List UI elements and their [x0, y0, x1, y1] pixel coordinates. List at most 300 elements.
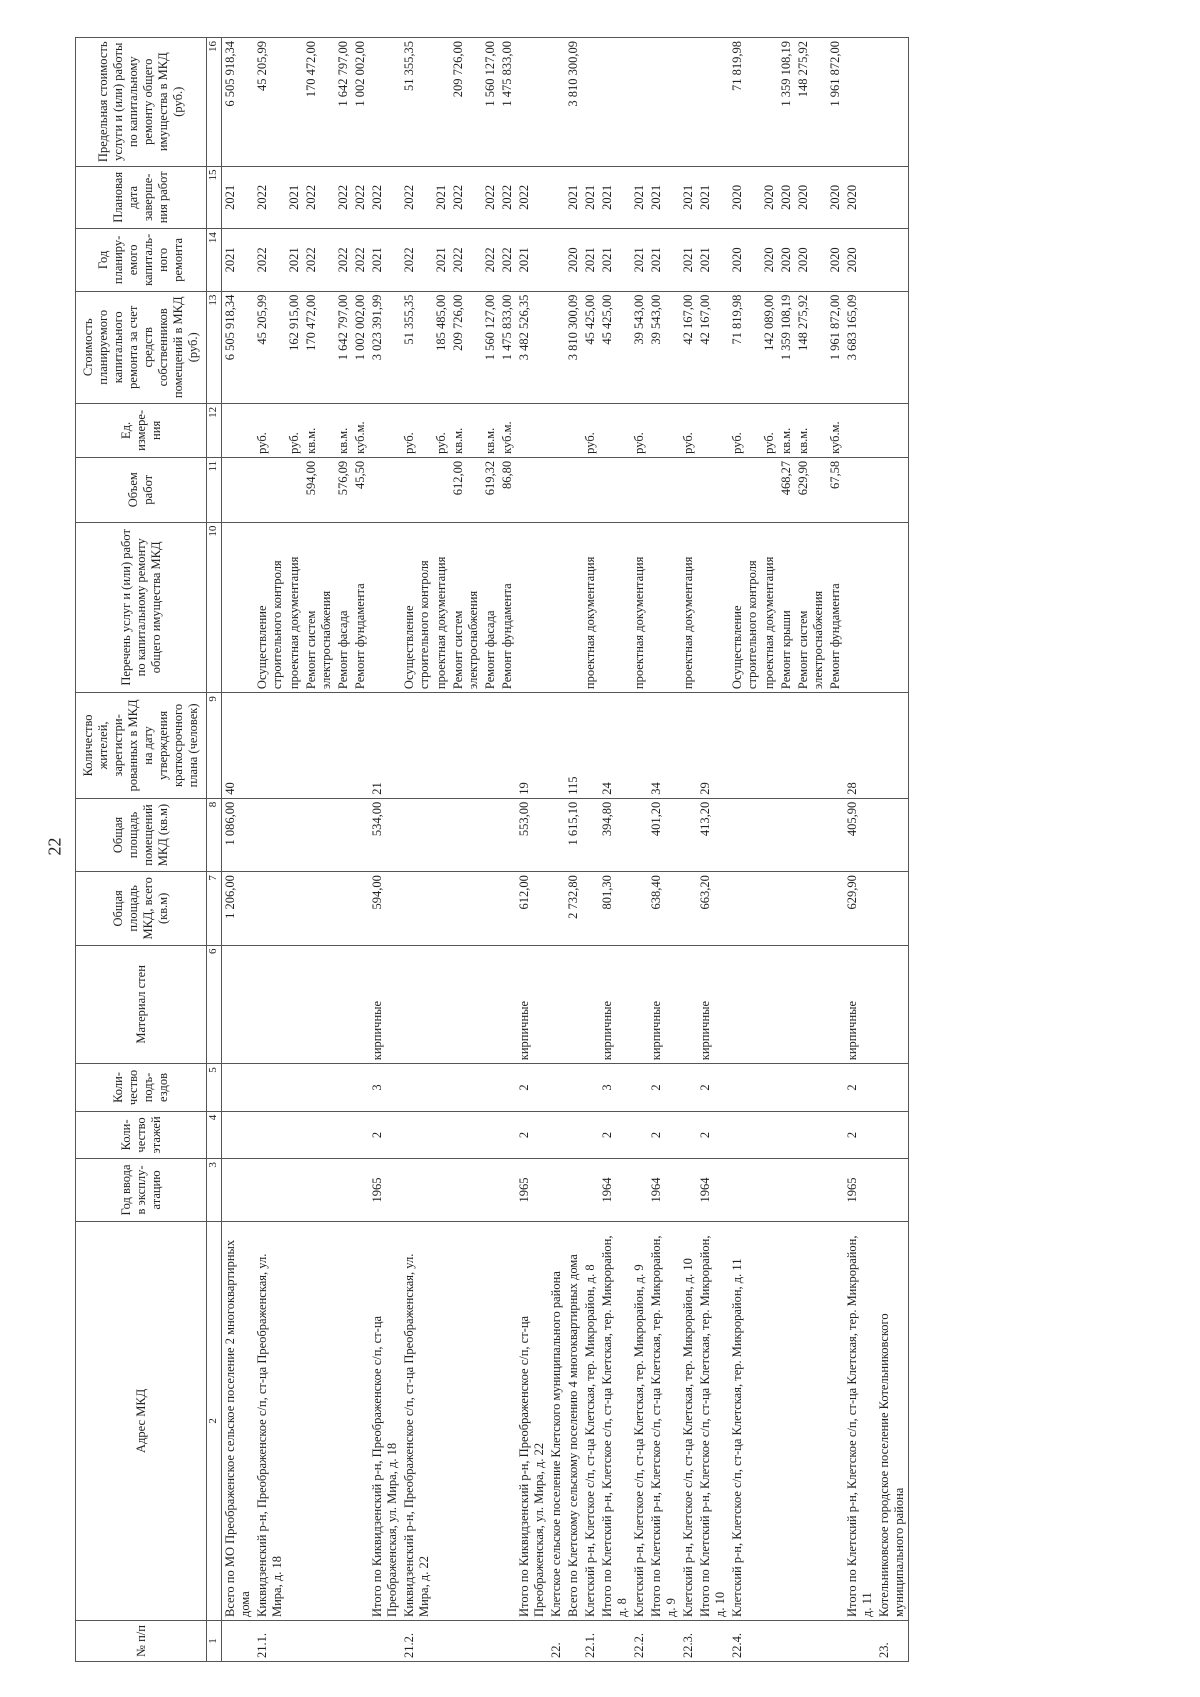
planned-cost-cell: 185 485,00 [433, 291, 450, 403]
residents-cell [254, 693, 286, 799]
planned-year-cell: 2022 [352, 229, 369, 292]
entrances-cell [335, 1064, 352, 1111]
work-type-cell: проектная документация [631, 522, 648, 692]
wall-material-cell [548, 945, 565, 1064]
header-cell: Объем работ [76, 457, 207, 522]
table-row [516, 38, 548, 1662]
unit-cell: кв.м. [450, 403, 482, 457]
row-number [352, 1621, 369, 1662]
entrances-cell [222, 1064, 255, 1111]
table-row [795, 38, 827, 1662]
planned-cost-cell [548, 291, 565, 403]
premises-area-cell [433, 798, 450, 871]
floors-cell [876, 1111, 909, 1158]
row-number [599, 1621, 631, 1662]
premises-area-cell [401, 798, 433, 871]
header-cell: Коли-чество подъ-ездов [76, 1064, 207, 1111]
table-row [844, 38, 876, 1662]
planned-year-cell: 2022 [303, 229, 335, 292]
header-cell: Предельная стоимость услуги и (или) работы по капитальному ремонту общего имущества в МКД (руб.) [76, 38, 207, 167]
premises-area-cell [303, 798, 335, 871]
row-number [565, 1621, 582, 1662]
completion-date-cell: 2021 [286, 166, 303, 229]
year-built-cell [631, 1159, 648, 1222]
unit-cell [516, 403, 548, 457]
planned-cost-cell: 71 819,98 [729, 291, 761, 403]
address-cell [286, 1221, 303, 1620]
premises-area-cell [795, 798, 827, 871]
wall-material-cell [401, 945, 433, 1064]
max-cost-cell [844, 38, 876, 167]
total-area-cell [795, 872, 827, 945]
address-cell: Итого по Клетский р-н, Клетское с/п, ст-ца Клетская, тер. Микрорайон, д. 9 [648, 1221, 680, 1620]
entrances-cell [631, 1064, 648, 1111]
unit-cell: кв.м. [303, 403, 335, 457]
table-row [499, 38, 516, 1662]
wall-material-cell [761, 945, 778, 1064]
planned-year-cell: 2020 [729, 229, 761, 292]
entrances-cell: 2 [516, 1064, 548, 1111]
table-row [876, 38, 909, 1662]
premises-area-cell: 405,90 [844, 798, 876, 871]
planned-cost-cell: 6 505 918,34 [222, 291, 255, 403]
floors-cell [761, 1111, 778, 1158]
planned-year-cell: 2021 [697, 229, 729, 292]
unit-cell [222, 403, 255, 457]
header-cell: Перечень услуг и (или) работ по капитальному ремонту общего имущества МКД [76, 522, 207, 692]
residents-cell [450, 693, 482, 799]
planned-year-cell: 2022 [450, 229, 482, 292]
entrances-cell: 2 [648, 1064, 680, 1111]
max-cost-cell [516, 38, 548, 167]
work-type-cell [565, 522, 582, 692]
address-cell: Киквидзенский р-н, Преображенское с/п, ст-ца Преображенская, ул. Мира, д. 18 [254, 1221, 286, 1620]
residents-cell [482, 693, 499, 799]
premises-area-cell: 394,80 [599, 798, 631, 871]
work-type-cell [697, 522, 729, 692]
entrances-cell [254, 1064, 286, 1111]
entrances-cell [352, 1064, 369, 1111]
column-number: 13 [207, 291, 222, 403]
planned-year-cell: 2020 [844, 229, 876, 292]
premises-area-cell [254, 798, 286, 871]
planned-year-cell: 2021 [516, 229, 548, 292]
unit-cell [599, 403, 631, 457]
table-row [631, 38, 648, 1662]
wall-material-cell: кирпичные [648, 945, 680, 1064]
work-volume-cell: 576,09 [335, 457, 352, 522]
work-volume-cell: 629,90 [795, 457, 827, 522]
residents-cell: 115 [565, 693, 582, 799]
completion-date-cell: 2021 [631, 166, 648, 229]
entrances-cell [499, 1064, 516, 1111]
premises-area-cell [450, 798, 482, 871]
year-built-cell [433, 1159, 450, 1222]
floors-cell [433, 1111, 450, 1158]
address-cell: Клетский р-н, Клетское с/п, ст-ца Клетская, тер. Микрорайон, д. 8 [582, 1221, 599, 1620]
row-number: 21.1. [254, 1621, 286, 1662]
planned-year-cell: 2022 [335, 229, 352, 292]
entrances-cell [761, 1064, 778, 1111]
column-number: 5 [207, 1064, 222, 1111]
residents-cell [729, 693, 761, 799]
unit-cell [697, 403, 729, 457]
wall-material-cell [303, 945, 335, 1064]
premises-area-cell [761, 798, 778, 871]
planned-cost-cell: 45 205,99 [254, 291, 286, 403]
floors-cell [499, 1111, 516, 1158]
table-row [286, 38, 303, 1662]
max-cost-cell: 1 359 108,19 [778, 38, 795, 167]
planned-year-cell [876, 229, 909, 292]
unit-cell [844, 403, 876, 457]
max-cost-cell: 1 642 797,00 [335, 38, 352, 167]
address-cell: Клетское сельское поселение Клетского муниципального района [548, 1221, 565, 1620]
column-number: 3 [207, 1159, 222, 1222]
year-built-cell [761, 1159, 778, 1222]
max-cost-cell: 51 355,35 [401, 38, 433, 167]
premises-area-cell [499, 798, 516, 871]
header-cell: Количество жителей, зарегистри-рованных в МКД на дату утверждения краткосрочного плана (человек) [76, 693, 207, 799]
address-cell: Итого по Клетский р-н, Клетское с/п, ст-ца Клетская, тер. Микрорайон, д. 10 [697, 1221, 729, 1620]
column-number: 7 [207, 872, 222, 945]
unit-cell: руб. [582, 403, 599, 457]
work-type-cell: Ремонт фасада [482, 522, 499, 692]
work-volume-cell [565, 457, 582, 522]
address-cell [482, 1221, 499, 1620]
completion-date-cell: 2020 [844, 166, 876, 229]
column-number: 6 [207, 945, 222, 1064]
year-built-cell [499, 1159, 516, 1222]
header-cell: Стоимость планируемого капитального ремонта за счет средств собственников помещений в МКД (руб.) [76, 291, 207, 403]
work-volume-cell [729, 457, 761, 522]
year-built-cell [827, 1159, 844, 1222]
residents-cell [286, 693, 303, 799]
header-cell: Год планиру-емого капиталь-ного ремонта [76, 229, 207, 292]
premises-area-cell [778, 798, 795, 871]
completion-date-cell: 2021 [680, 166, 697, 229]
completion-date-cell [876, 166, 909, 229]
planned-cost-cell: 1 359 108,19 [778, 291, 795, 403]
unit-cell: руб. [761, 403, 778, 457]
work-type-cell: проектная документация [286, 522, 303, 692]
max-cost-cell [582, 38, 599, 167]
address-cell: Клетский р-н, Клетское с/п, ст-ца Клетская, тер. Микрорайон, д. 9 [631, 1221, 648, 1620]
floors-cell [286, 1111, 303, 1158]
address-cell: Клетский р-н, Клетское с/п, ст-ца Клетская, тер. Микрорайон, д. 10 [680, 1221, 697, 1620]
residents-cell: 24 [599, 693, 631, 799]
column-number: 4 [207, 1111, 222, 1158]
work-volume-cell [222, 457, 255, 522]
column-number: 11 [207, 457, 222, 522]
year-built-cell [795, 1159, 827, 1222]
work-volume-cell [844, 457, 876, 522]
completion-date-cell: 2022 [303, 166, 335, 229]
year-built-cell [482, 1159, 499, 1222]
residents-cell [680, 693, 697, 799]
entrances-cell: 2 [697, 1064, 729, 1111]
work-type-cell [844, 522, 876, 692]
total-area-cell [401, 872, 433, 945]
residents-cell [433, 693, 450, 799]
entrances-cell [303, 1064, 335, 1111]
completion-date-cell: 2021 [565, 166, 582, 229]
max-cost-cell: 3 810 300,09 [565, 38, 582, 167]
row-number [499, 1621, 516, 1662]
total-area-cell [352, 872, 369, 945]
wall-material-cell [778, 945, 795, 1064]
total-area-cell: 1 206,00 [222, 872, 255, 945]
floors-cell [482, 1111, 499, 1158]
residents-cell: 40 [222, 693, 255, 799]
address-cell: Киквидзенский р-н, Преображенское с/п, ст-ца Преображенская, ул. Мира, д. 22 [401, 1221, 433, 1620]
premises-area-cell [680, 798, 697, 871]
unit-cell: руб. [729, 403, 761, 457]
planned-year-cell: 2020 [565, 229, 582, 292]
premises-area-cell [482, 798, 499, 871]
planned-cost-cell: 45 425,00 [582, 291, 599, 403]
wall-material-cell [433, 945, 450, 1064]
residents-cell: 29 [697, 693, 729, 799]
table-row [222, 38, 255, 1662]
work-volume-cell [631, 457, 648, 522]
year-built-cell [335, 1159, 352, 1222]
column-number: 15 [207, 166, 222, 229]
work-volume-cell [286, 457, 303, 522]
planned-year-cell [548, 229, 565, 292]
residents-cell: 34 [648, 693, 680, 799]
max-cost-cell [369, 38, 401, 167]
completion-date-cell: 2022 [482, 166, 499, 229]
residents-cell [827, 693, 844, 799]
entrances-cell: 3 [599, 1064, 631, 1111]
total-area-cell [761, 872, 778, 945]
entrances-cell [680, 1064, 697, 1111]
work-type-cell: Ремонт фундамента [352, 522, 369, 692]
column-number: 10 [207, 522, 222, 692]
year-built-cell [222, 1159, 255, 1222]
max-cost-cell: 1 961 872,00 [827, 38, 844, 167]
entrances-cell [433, 1064, 450, 1111]
work-type-cell: проектная документация [582, 522, 599, 692]
row-number [516, 1621, 548, 1662]
row-number [286, 1621, 303, 1662]
premises-area-cell [335, 798, 352, 871]
planned-cost-cell: 39 543,00 [631, 291, 648, 403]
work-type-cell [599, 522, 631, 692]
work-type-cell [369, 522, 401, 692]
total-area-cell: 801,30 [599, 872, 631, 945]
row-number [303, 1621, 335, 1662]
floors-cell [401, 1111, 433, 1158]
total-area-cell [335, 872, 352, 945]
header-row [76, 38, 207, 1662]
year-built-cell: 1964 [648, 1159, 680, 1222]
residents-cell [548, 693, 565, 799]
work-type-cell [876, 522, 909, 692]
floors-cell: 2 [697, 1111, 729, 1158]
address-cell: Клетский р-н, Клетское с/п, ст-ца Клетская, тер. Микрорайон, д. 11 [729, 1221, 761, 1620]
floors-cell [352, 1111, 369, 1158]
floors-cell [582, 1111, 599, 1158]
work-type-cell: Ремонт систем электроснабжения [795, 522, 827, 692]
planned-cost-cell: 3 482 526,35 [516, 291, 548, 403]
table-row [565, 38, 582, 1662]
year-built-cell [729, 1159, 761, 1222]
column-number: 2 [207, 1221, 222, 1620]
entrances-cell [565, 1064, 582, 1111]
header-cell: Год ввода в эксплу-атацию [76, 1159, 207, 1222]
rotated-table-area [75, 37, 1135, 1662]
address-cell: Всего по Клетскому сельскому поселению 4 многоквартирных дома [565, 1221, 582, 1620]
unit-cell: руб. [286, 403, 303, 457]
unit-cell: кв.м. [795, 403, 827, 457]
planned-cost-cell: 170 472,00 [303, 291, 335, 403]
row-number [697, 1621, 729, 1662]
work-type-cell: Ремонт фасада [335, 522, 352, 692]
row-number [369, 1621, 401, 1662]
completion-date-cell: 2021 [222, 166, 255, 229]
total-area-cell [582, 872, 599, 945]
header-cell: Адрес МКД [76, 1221, 207, 1620]
completion-date-cell: 2020 [795, 166, 827, 229]
address-cell: Итого по Клетский р-н, Клетское с/п, ст-ца Клетская, тер. Микрорайон, д. 8 [599, 1221, 631, 1620]
year-built-cell [778, 1159, 795, 1222]
work-volume-cell [680, 457, 697, 522]
max-cost-cell: 1 475 833,00 [499, 38, 516, 167]
planned-year-cell: 2020 [827, 229, 844, 292]
planned-year-cell: 2020 [795, 229, 827, 292]
year-built-cell: 1964 [599, 1159, 631, 1222]
max-cost-cell: 1 002 002,00 [352, 38, 369, 167]
premises-area-cell [827, 798, 844, 871]
address-cell [827, 1221, 844, 1620]
address-cell: Итого по Клетский р-н, Клетское с/п, ст-ца Клетская, тер. Микрорайон, д. 11 [844, 1221, 876, 1620]
address-cell [352, 1221, 369, 1620]
premises-area-cell: 401,20 [648, 798, 680, 871]
entrances-cell [729, 1064, 761, 1111]
planned-cost-cell: 1 002 002,00 [352, 291, 369, 403]
year-built-cell [450, 1159, 482, 1222]
floors-cell [729, 1111, 761, 1158]
completion-date-cell: 2020 [778, 166, 795, 229]
completion-date-cell: 2020 [729, 166, 761, 229]
planned-year-cell: 2022 [499, 229, 516, 292]
work-type-cell: Ремонт систем электроснабжения [450, 522, 482, 692]
unit-cell: кв.м. [335, 403, 352, 457]
address-cell [303, 1221, 335, 1620]
year-built-cell: 1965 [844, 1159, 876, 1222]
work-volume-cell [582, 457, 599, 522]
column-number: 12 [207, 403, 222, 457]
row-number [795, 1621, 827, 1662]
wall-material-cell: кирпичные [599, 945, 631, 1064]
row-number [335, 1621, 352, 1662]
premises-area-cell [548, 798, 565, 871]
floors-cell [222, 1111, 255, 1158]
completion-date-cell: 2021 [697, 166, 729, 229]
planned-year-cell: 2021 [222, 229, 255, 292]
wall-material-cell [565, 945, 582, 1064]
wall-material-cell [254, 945, 286, 1064]
address-cell: Всего по МО Преображенское сельское поселение 2 многоквартирных дома [222, 1221, 255, 1620]
wall-material-cell [286, 945, 303, 1064]
total-area-cell [254, 872, 286, 945]
planned-year-cell: 2020 [761, 229, 778, 292]
planned-year-cell: 2021 [599, 229, 631, 292]
wall-material-cell [582, 945, 599, 1064]
header-cell: № п/п [76, 1621, 207, 1662]
table-row [599, 38, 631, 1662]
max-cost-cell [761, 38, 778, 167]
table-row [401, 38, 433, 1662]
max-cost-cell [548, 38, 565, 167]
planned-cost-cell: 42 167,00 [697, 291, 729, 403]
entrances-cell: 3 [369, 1064, 401, 1111]
planned-year-cell: 2021 [582, 229, 599, 292]
total-area-cell [876, 872, 909, 945]
wall-material-cell [482, 945, 499, 1064]
completion-date-cell: 2022 [369, 166, 401, 229]
floors-cell [335, 1111, 352, 1158]
year-built-cell [401, 1159, 433, 1222]
wall-material-cell [631, 945, 648, 1064]
row-number [761, 1621, 778, 1662]
completion-date-cell: 2022 [254, 166, 286, 229]
row-number: 23. [876, 1621, 909, 1662]
year-built-cell [352, 1159, 369, 1222]
work-type-cell: Осуществление строительного контроля [401, 522, 433, 692]
premises-area-cell [582, 798, 599, 871]
premises-area-cell: 1 086,00 [222, 798, 255, 871]
wall-material-cell [795, 945, 827, 1064]
work-volume-cell [697, 457, 729, 522]
unit-cell: куб.м. [827, 403, 844, 457]
row-number [827, 1621, 844, 1662]
row-number [433, 1621, 450, 1662]
premises-area-cell [729, 798, 761, 871]
total-area-cell [631, 872, 648, 945]
table-row [761, 38, 778, 1662]
wall-material-cell [876, 945, 909, 1064]
capital-repair-plan-table [75, 37, 909, 1662]
total-area-cell: 629,90 [844, 872, 876, 945]
wall-material-cell [680, 945, 697, 1064]
max-cost-cell [599, 38, 631, 167]
work-type-cell: Осуществление строительного контроля [254, 522, 286, 692]
planned-cost-cell: 1 642 797,00 [335, 291, 352, 403]
unit-cell [565, 403, 582, 457]
residents-cell [335, 693, 352, 799]
residents-cell: 19 [516, 693, 548, 799]
unit-cell [876, 403, 909, 457]
work-volume-cell: 67,58 [827, 457, 844, 522]
floors-cell [680, 1111, 697, 1158]
premises-area-cell: 553,00 [516, 798, 548, 871]
work-volume-cell [761, 457, 778, 522]
residents-cell [876, 693, 909, 799]
floors-cell: 2 [516, 1111, 548, 1158]
unit-cell: кв.м. [482, 403, 499, 457]
table-row [827, 38, 844, 1662]
work-type-cell [516, 522, 548, 692]
work-volume-cell [648, 457, 680, 522]
floors-cell [450, 1111, 482, 1158]
premises-area-cell: 534,00 [369, 798, 401, 871]
unit-cell [648, 403, 680, 457]
total-area-cell [303, 872, 335, 945]
table-row [335, 38, 352, 1662]
